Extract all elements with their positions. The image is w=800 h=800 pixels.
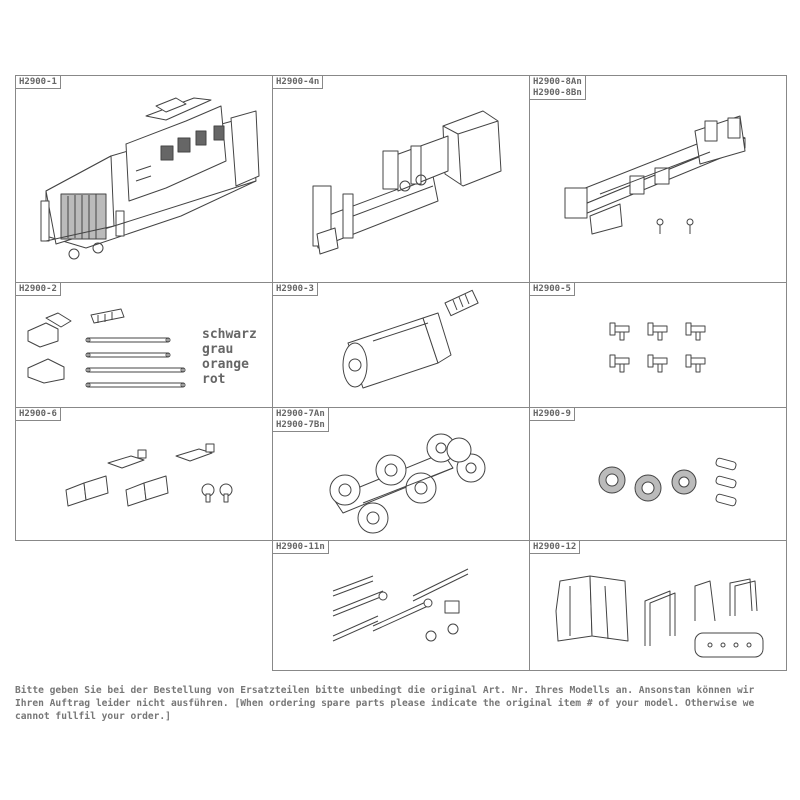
panel-label: H2900-4n [273,76,323,89]
bogies-drawing [273,408,531,542]
panel-h2900-5 [529,282,787,408]
panel-h2900-1 [15,75,273,283]
couplers-drawing [16,408,274,542]
panel-h2900-3 [272,282,530,408]
parts-grid [15,75,787,671]
chassis-frame-drawing [273,76,531,284]
panel-label: H2900-5 [530,283,575,296]
drive-rods-drawing [273,541,531,672]
locomotive-body-drawing [16,76,274,284]
panel-label: H2900-2 [16,283,61,296]
panel-label: H2900-3 [273,283,318,296]
screws-drawing [530,283,788,409]
panel-h2900-11n [272,540,530,671]
wire-color-red: rot [202,372,226,387]
motor-drawing [273,283,531,409]
wire-color-orange: orange [202,357,249,372]
panel-label: H2900-1 [16,76,61,89]
gears-drawing [530,408,788,542]
panel-h2900-6 [15,407,273,541]
panel-label: H2900-7An H2900-7Bn [273,408,329,432]
panel-h2900-2 [15,282,273,408]
footer-note: Bitte geben Sie bei der Bestellung von Ersatzteilen bitte unbedingt die original Art. Nr. Ihres Modells an. Ansonstan können wir Ihren Auftrag leider nicht ausführen. [When ordering spare parts please indicate the original item # of your model. Otherwise we cannot fullfil your order.] [15,685,755,722]
handrails-drawing [530,541,788,672]
wire-color-black: schwarz [202,327,257,342]
wire-color-list [202,327,257,387]
panel-h2900-7an-7bn [272,407,530,541]
panel-h2900-8an-8bn [529,75,787,283]
panel-label: H2900-11n [273,541,329,554]
panel-label: H2900-12 [530,541,580,554]
panel-label: H2900-8An H2900-8Bn [530,76,586,100]
wire-color-grey: grau [202,342,234,357]
chassis-base-drawing [530,76,788,284]
panel-h2900-9 [529,407,787,541]
panel-label: H2900-9 [530,408,575,421]
panel-h2900-4n [272,75,530,283]
panel-label: H2900-6 [16,408,61,421]
panel-h2900-12 [529,540,787,671]
